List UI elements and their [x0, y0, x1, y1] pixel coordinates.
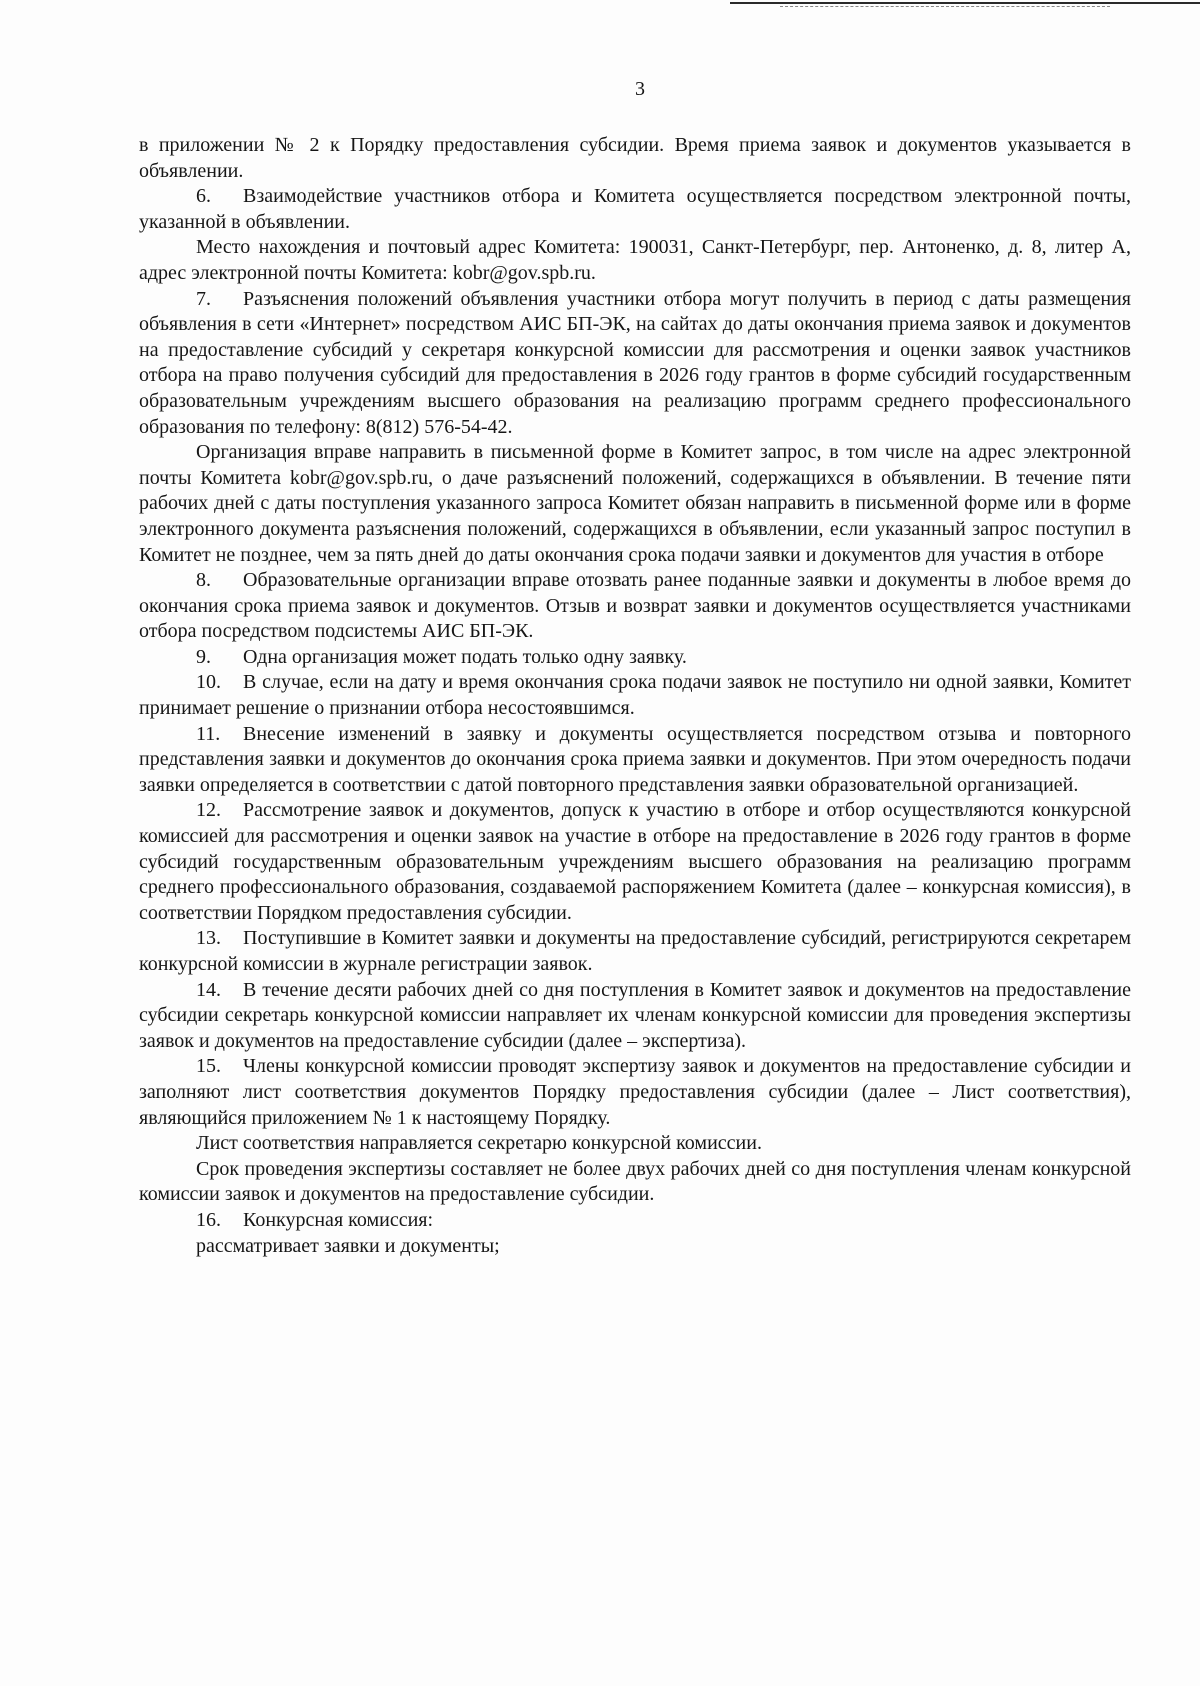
- paragraph-14: [139, 978, 1131, 1055]
- paragraph-number: 14.: [196, 978, 221, 1001]
- paragraph-text: В течение десяти рабочих дней со дня поступления в Комитет заявок и документов на предоставление субсидии секретарь конкурсной комиссии направляет их членам конкурсной комиссии для проведения экспертизы заявок и документов на предоставление субсидии (далее – экспертиза).: [139, 978, 1131, 1052]
- page-number: 3: [635, 78, 645, 100]
- paragraph-text: в приложении № 2 к Порядку предоставления субсидии. Время приема заявок и документов указывается в объявлении.: [139, 134, 1131, 182]
- paragraph-text: Внесение изменений в заявку и документы осуществляется посредством отзыва и повторного представления заявки и документов до окончания срока приема заявки и документов. При этом очередность подачи заявки определяется в соответствии с датой повторного представления заявки образовательной организацией.: [139, 722, 1131, 796]
- paragraph-text: Срок проведения экспертизы составляет не более двух рабочих дней со дня поступления членам конкурсной комиссии заявок и документов на предоставление субсидии.: [139, 1157, 1131, 1206]
- paragraph-expertise-term: [139, 1157, 1131, 1208]
- paragraph-number: 8.: [196, 569, 211, 592]
- paragraph-number: 11.: [196, 722, 221, 745]
- paragraph-text: Лист соответствия направляется секретарю конкурсной комиссии.: [196, 1132, 762, 1155]
- paragraph-text: Конкурсная комиссия:: [243, 1208, 434, 1231]
- paragraph-13: [139, 926, 1131, 977]
- paragraph-number: 16.: [196, 1208, 221, 1231]
- document-body: [139, 133, 1131, 1259]
- paragraph-request: [139, 440, 1131, 568]
- paragraph-16-item: [139, 1234, 1131, 1260]
- paragraph-6: [139, 184, 1131, 235]
- paragraph-text: Организация вправе направить в письменной форме в Комитет запрос, в том числе на адрес электронной почты Комитета kobr@gov.spb.ru, о даче разъяснений положений, содержащихся в объявлении. В течение пяти рабочих дней с даты поступления указанного запроса Комитет обязан направить в письменной форме или в форме электронного документа разъяснения положений, содержащихся в объявлении, если указанный запрос поступил в Комитет не позднее, чем за пять дней до даты окончания срока подачи заявки и документов для участия в отборе: [139, 441, 1131, 566]
- paragraph-11: [139, 722, 1131, 799]
- paragraph-text: рассматривает заявки и документы;: [196, 1234, 500, 1257]
- paragraph-number: 6.: [196, 185, 211, 208]
- top-edge-rule-secondary: [780, 6, 1110, 7]
- paragraph-text: Образовательные организации вправе отозвать ранее поданные заявки и документы в любое время до окончания срока приема заявок и документов. Отзыв и возврат заявки и документов осуществляется участниками отбора посредством подсистемы АИС БП-ЭК.: [139, 569, 1131, 643]
- top-edge-rule: [730, 2, 1200, 4]
- paragraph-number: 10.: [196, 671, 221, 694]
- paragraph-number: 12.: [196, 799, 221, 822]
- paragraph-9: [139, 645, 1131, 671]
- paragraph-text: Взаимодействие участников отбора и Комитета осуществляется посредством электронной почты, указанной в объявлении.: [139, 185, 1131, 233]
- paragraph-continuation: [139, 133, 1131, 184]
- paragraph-7: [139, 287, 1131, 441]
- paragraph-address: [139, 235, 1131, 286]
- paragraph-compliance-sheet: [139, 1131, 1131, 1157]
- paragraph-text: Члены конкурсной комиссии проводят экспертизу заявок и документов на предоставление субсидии и заполняют лист соответствия документов Порядку предоставления субсидии (далее – Лист соответствия), являющийся приложением № 1 к настоящему Порядку.: [139, 1055, 1131, 1129]
- paragraph-text: В случае, если на дату и время окончания срока подачи заявок не поступило ни одной заявки, Комитет принимает решение о признании отбора несостоявшимся.: [139, 671, 1131, 720]
- paragraph-number: 9.: [196, 645, 211, 668]
- paragraph-text: Разъяснения положений объявления участники отбора могут получить в период с даты размещения объявления в сети «Интернет» посредством АИС БП-ЭК, на сайтах до даты окончания приема заявок и документов на предоставление субсидий у секретаря конкурсной комиссии для рассмотрения и оценки заявок участников отбора на право получения субсидий для предоставления в 2026 году грантов в форме субсидий государственным образовательным учреждениям высшего образования на реализацию программ среднего профессионального образования по телефону: 8(812) 576-54-42.: [139, 287, 1131, 438]
- paragraph-text: Поступившие в Комитет заявки и документы на предоставление субсидий, регистрируются секретарем конкурсной комиссии в журнале регистрации заявок.: [139, 927, 1131, 975]
- paragraph-number: 7.: [196, 287, 211, 310]
- paragraph-number: 13.: [196, 927, 221, 950]
- paragraph-10: [139, 670, 1131, 721]
- paragraph-number: 15.: [196, 1055, 221, 1078]
- paragraph-16: [139, 1208, 1131, 1234]
- paragraph-8: [139, 568, 1131, 645]
- paragraph-15: [139, 1054, 1131, 1131]
- paragraph-12: [139, 798, 1131, 926]
- paragraph-text: Одна организация может подать только одну заявку.: [243, 645, 687, 668]
- paragraph-text: Рассмотрение заявок и документов, допуск к участию в отборе и отбор осуществляются конкурсной комиссией для рассмотрения и оценки заявок на участие в отборе на предоставление в 2026 году грантов в форме субсидий государственным образовательным учреждениям высшего образования на реализацию программ среднего профессионального образования, создаваемой распоряжением Комитета (далее – конкурсная комиссия), в соответствии Порядком предоставления субсидии.: [139, 799, 1131, 924]
- paragraph-text: Место нахождения и почтовый адрес Комитета: 190031, Санкт-Петербург, пер. Антоненко, д. 8, литер А, адрес электронной почты Комитета: kobr@gov.spb.ru.: [139, 236, 1131, 284]
